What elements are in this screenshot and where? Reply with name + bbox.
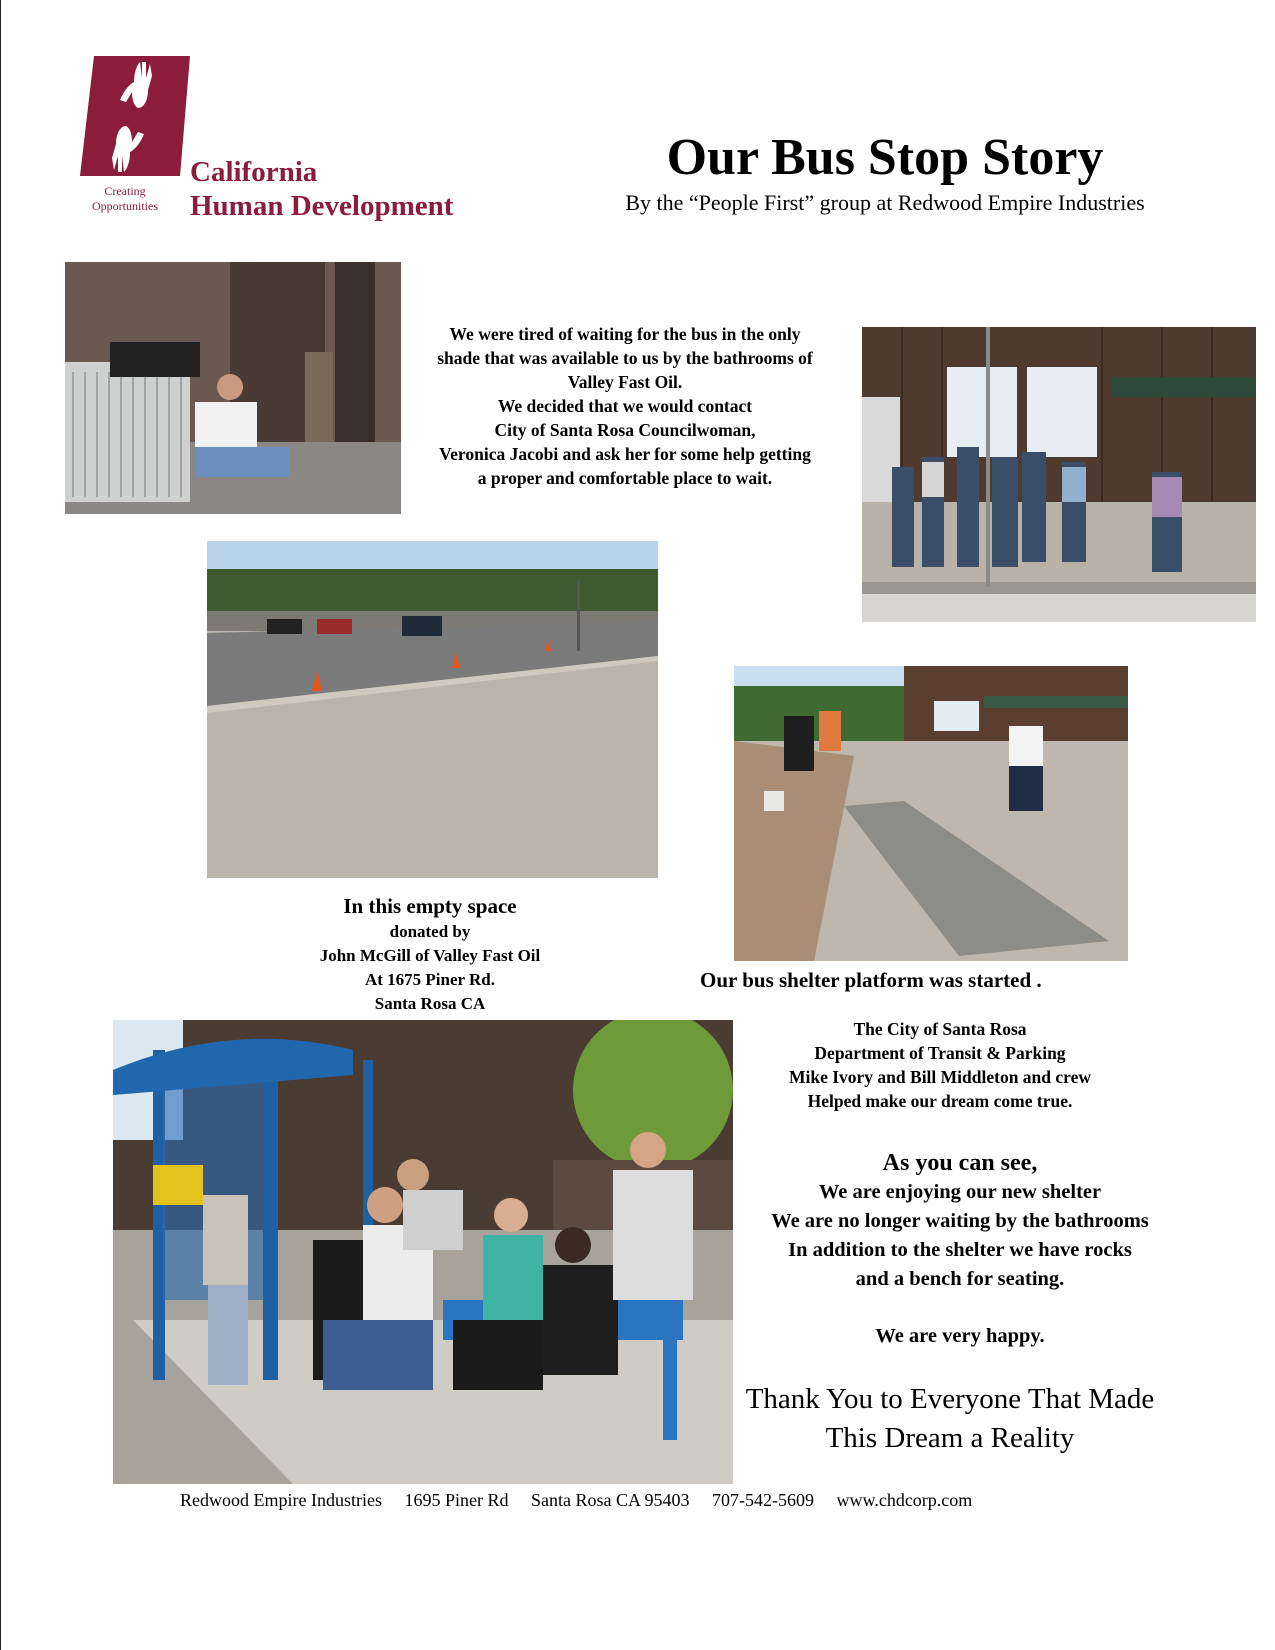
intro-line: Valley Fast Oil. <box>567 372 683 392</box>
happy-paragraph <box>720 1148 1200 1351</box>
caption-line: Santa Rosa CA <box>374 994 486 1013</box>
happy-line: As you can see, <box>882 1150 1038 1176</box>
org-name-line2: Human Development <box>190 190 454 222</box>
intro-line: shade that was available to us by the bathrooms of <box>437 348 813 368</box>
credits-line: Mike Ivory and Bill Middleton and crew <box>788 1067 1092 1087</box>
intro-paragraph <box>400 322 850 490</box>
intro-line: a proper and comfortable place to wait. <box>477 468 773 488</box>
footer-contact <box>180 1490 1080 1511</box>
footer-org: Redwood Empire Industries <box>180 1490 382 1510</box>
footer-city: Santa Rosa CA 95403 <box>530 1490 690 1510</box>
photo-empty-lot <box>207 541 658 878</box>
credits-line: Helped make our dream come true. <box>807 1091 1073 1111</box>
thanks-line1: Thank You to Everyone That Made <box>745 1383 1155 1415</box>
happy-line: In addition to the shelter we have rocks <box>788 1239 1132 1261</box>
credits-line: The City of Santa Rosa <box>853 1019 1027 1039</box>
page-subtitle: By the “People First” group at Redwood Empire Industries <box>625 190 1145 215</box>
happy-closing: We are very happy. <box>875 1325 1045 1347</box>
photo-waiting-by-bathrooms <box>65 262 401 514</box>
happy-line: and a bench for seating. <box>855 1268 1065 1290</box>
platform-caption: Our bus shelter platform was started . <box>700 968 1042 992</box>
intro-line: We were tired of waiting for the bus in the only <box>449 324 801 344</box>
caption-line: At 1675 Piner Rd. <box>364 970 495 989</box>
thank-you-message <box>700 1380 1200 1458</box>
credits-block <box>735 1017 1145 1113</box>
org-logo <box>80 56 480 226</box>
intro-line: Veronica Jacobi and ask her for some help getting <box>439 444 811 464</box>
happy-line: We are no longer waiting by the bathrooms <box>771 1210 1149 1232</box>
hands-logo-icon <box>80 56 190 186</box>
intro-line: City of Santa Rosa Councilwoman, <box>494 420 756 440</box>
footer-website[interactable]: www.chdcorp.com <box>836 1490 973 1510</box>
footer-address: 1695 Piner Rd <box>404 1490 509 1510</box>
photo-group-at-shelter <box>113 1020 733 1484</box>
org-name-line1: California <box>190 156 318 188</box>
footer-phone: 707-542-5609 <box>712 1490 814 1510</box>
thanks-line2: This Dream a Reality <box>825 1422 1075 1454</box>
caption-heading: In this empty space <box>343 894 517 918</box>
happy-line: We are enjoying our new shelter <box>818 1181 1102 1203</box>
intro-line: We decided that we would contact <box>497 396 753 416</box>
tagline-line2: Opportunities <box>92 199 158 213</box>
tagline-line1: Creating <box>104 184 146 198</box>
credits-line: Department of Transit & Parking <box>814 1043 1066 1063</box>
page-left-border <box>0 0 1 1650</box>
photo-group-on-sidewalk <box>862 327 1256 622</box>
page-title: Our Bus Stop Story <box>666 129 1104 186</box>
caption-line: John McGill of Valley Fast Oil <box>319 946 541 965</box>
caption-line: donated by <box>389 922 471 941</box>
empty-space-caption <box>240 892 620 1016</box>
photo-platform-construction <box>734 666 1128 961</box>
